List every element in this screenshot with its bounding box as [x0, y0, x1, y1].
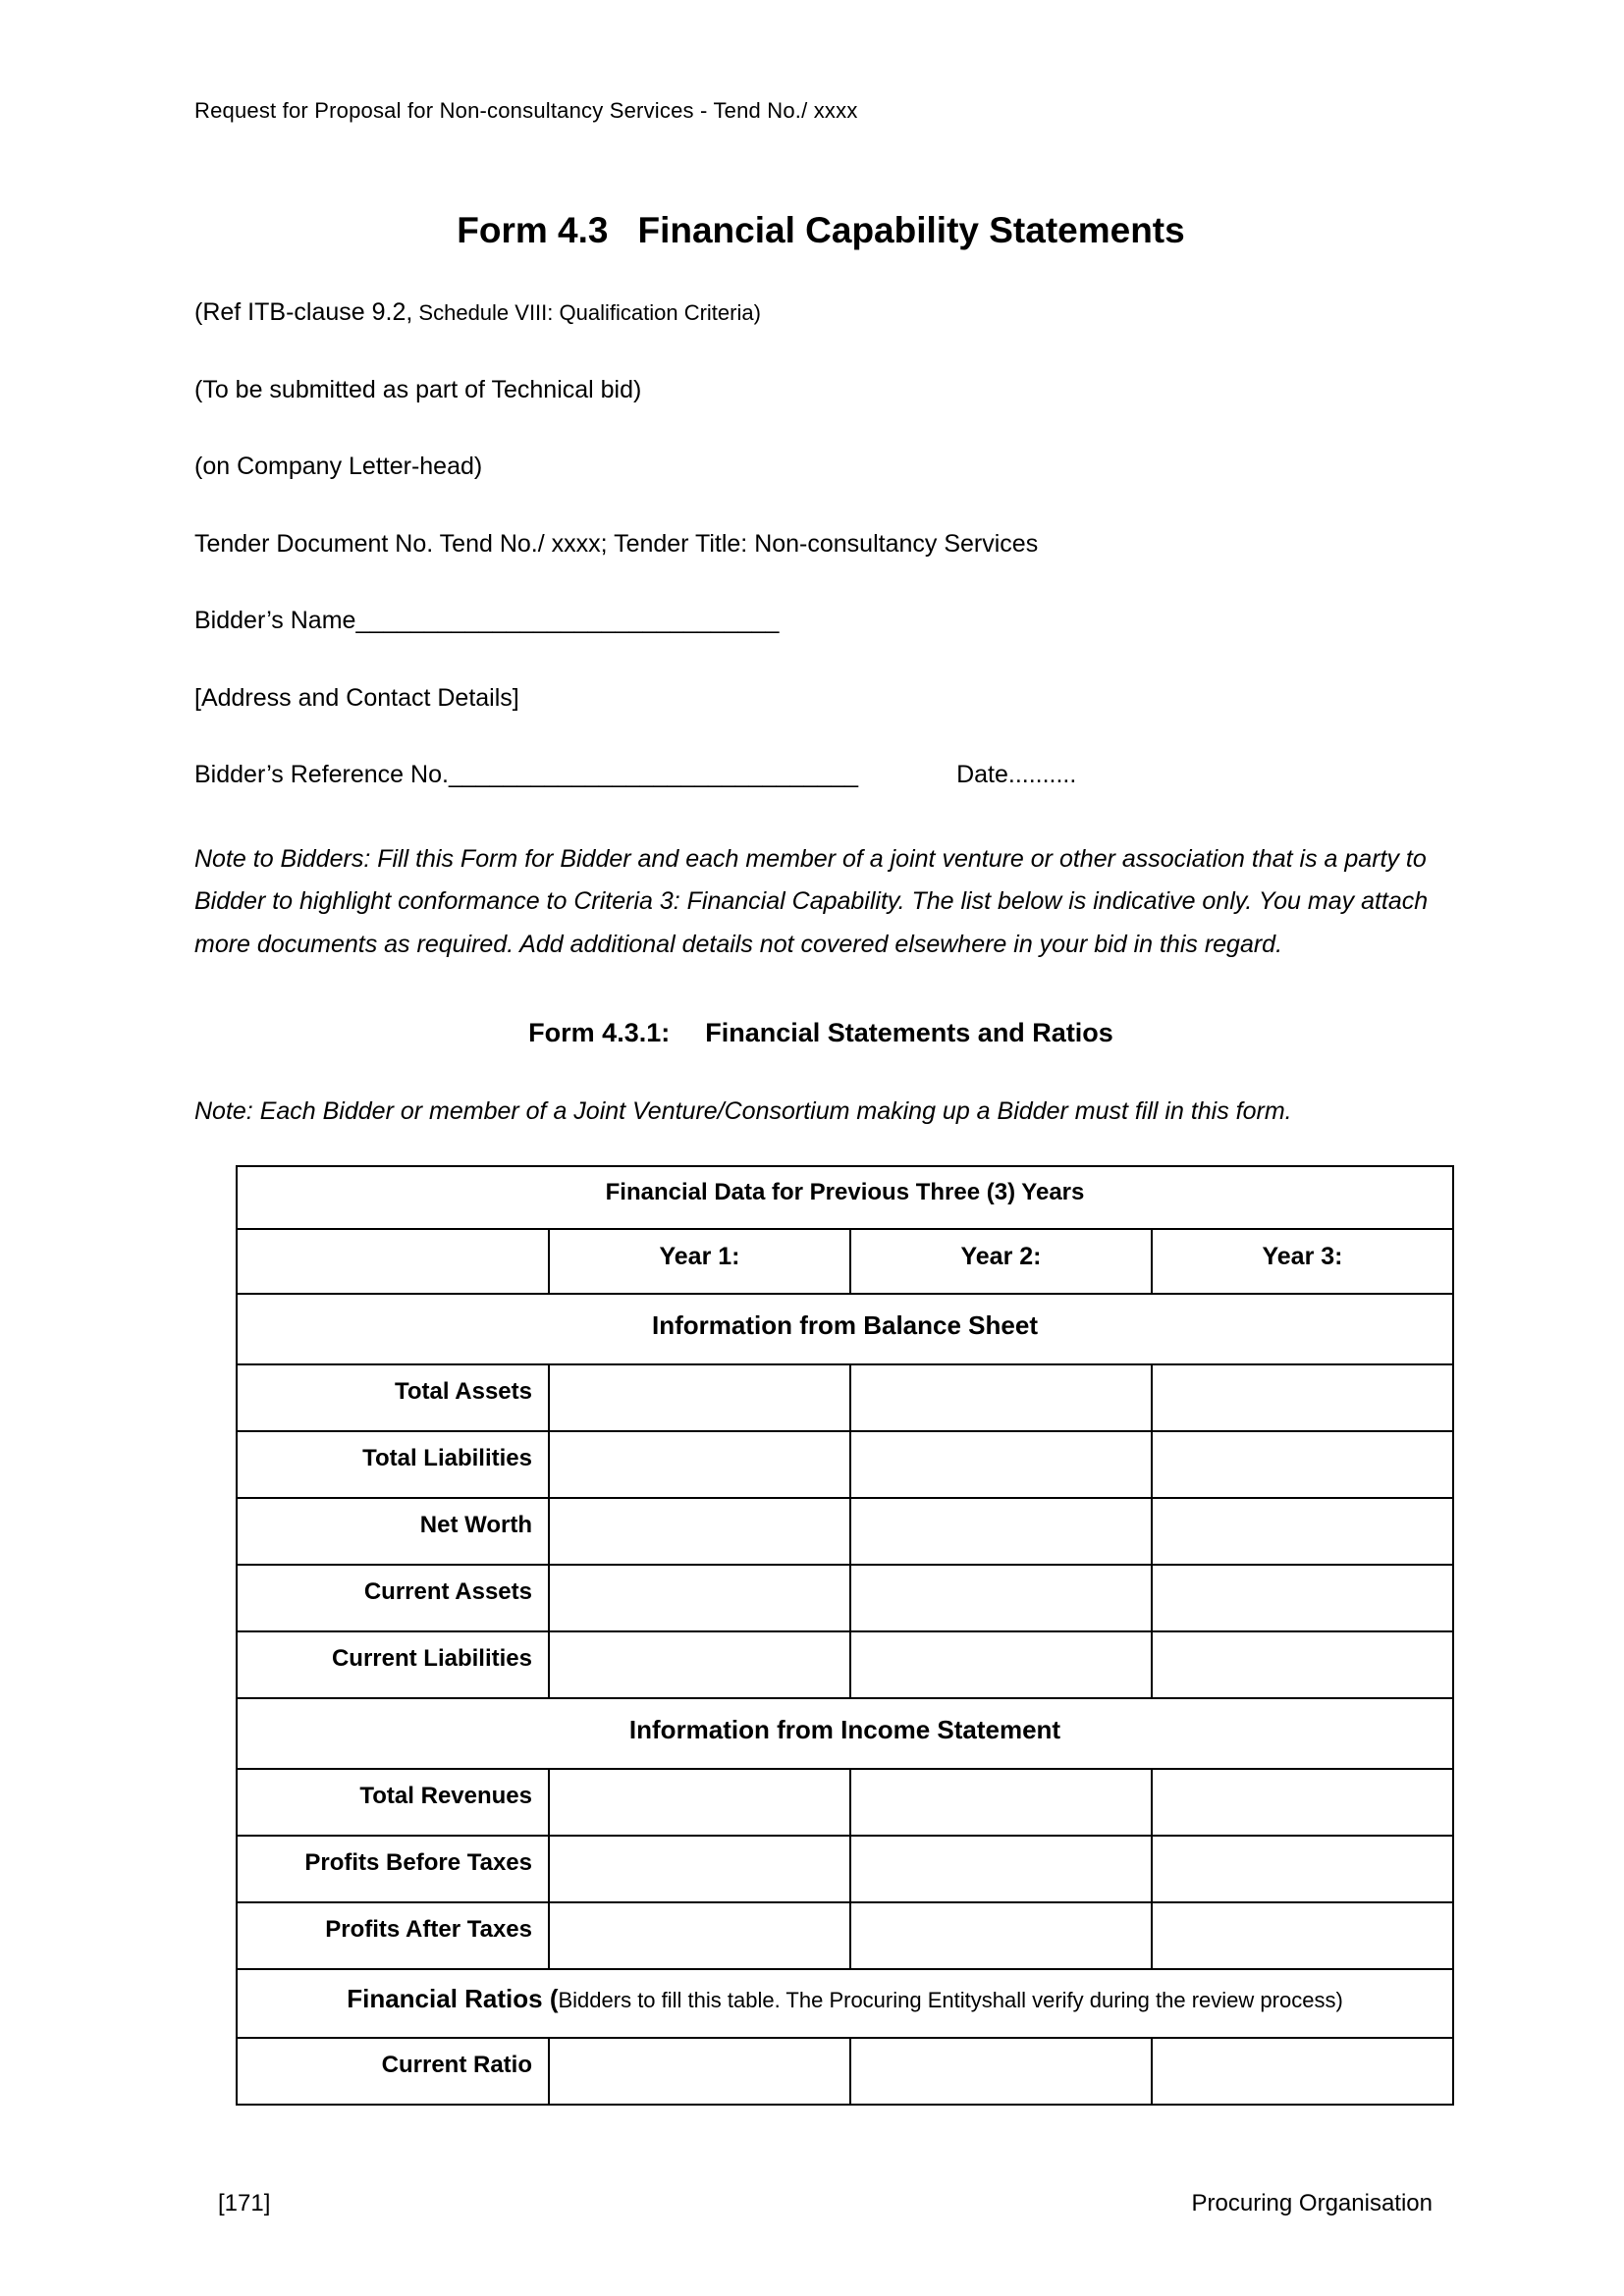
input-cell-total-liabilities-y1[interactable] — [549, 1431, 850, 1498]
year-header-row — [237, 1229, 1453, 1294]
input-cell-total-revenues-y3[interactable] — [1152, 1769, 1453, 1836]
subform-title — [194, 1018, 1447, 1048]
financial-ratios-heading-bold: Financial Ratios ( — [347, 1983, 559, 2013]
input-cell-net-worth-y2[interactable] — [850, 1498, 1152, 1565]
row-label-total-assets: Total Assets — [237, 1364, 549, 1431]
financial-ratios-heading-rest: Bidders to fill this table. The Procuring Entityshall verify during the review process) — [558, 1987, 1343, 2012]
income-statement-section-row — [237, 1698, 1453, 1769]
address-line: [Address and Contact Details] — [194, 683, 519, 712]
table-row — [237, 1498, 1453, 1565]
row-label-current-assets: Current Assets — [237, 1565, 549, 1631]
page-footer — [218, 2190, 1433, 2217]
input-cell-current-ratio-y2[interactable] — [850, 2038, 1152, 2105]
reference-label: Bidder’s Reference No. — [194, 761, 449, 788]
reference-line — [194, 759, 1447, 791]
bidder-name-line — [194, 605, 1447, 637]
input-cell-net-worth-y3[interactable] — [1152, 1498, 1453, 1565]
input-cell-current-assets-y1[interactable] — [549, 1565, 850, 1631]
input-cell-profits-before-taxes-y2[interactable] — [850, 1836, 1152, 1902]
table-row — [237, 1431, 1453, 1498]
input-cell-total-assets-y2[interactable] — [850, 1364, 1152, 1431]
table-title-row — [237, 1166, 1453, 1229]
balance-sheet-heading: Information from Balance Sheet — [237, 1294, 1453, 1364]
corner-empty-cell — [237, 1229, 549, 1294]
row-label-net-worth: Net Worth — [237, 1498, 549, 1565]
row-label-current-ratio: Current Ratio — [237, 2038, 549, 2105]
reference-blank[interactable]: ______________________________ — [448, 761, 859, 788]
table-row — [237, 1902, 1453, 1969]
input-cell-current-liabilities-y2[interactable] — [850, 1631, 1152, 1698]
row-label-total-liabilities: Total Liabilities — [237, 1431, 549, 1498]
table-row — [237, 1364, 1453, 1431]
input-cell-total-liabilities-y2[interactable] — [850, 1431, 1152, 1498]
financial-data-table — [236, 1165, 1454, 2106]
input-cell-current-ratio-y3[interactable] — [1152, 2038, 1453, 2105]
input-cell-current-assets-y3[interactable] — [1152, 1565, 1453, 1631]
table-row — [237, 1769, 1453, 1836]
row-label-total-revenues: Total Revenues — [237, 1769, 549, 1836]
row-label-current-liabilities: Current Liabilities — [237, 1631, 549, 1698]
table-row — [237, 2038, 1453, 2105]
financial-ratios-heading — [237, 1969, 1453, 2038]
bidder-name-blank[interactable]: _______________________________ — [355, 607, 780, 634]
row-label-profits-before-taxes: Profits Before Taxes — [237, 1836, 549, 1902]
input-cell-profits-after-taxes-y1[interactable] — [549, 1902, 850, 1969]
table-title: Financial Data for Previous Three (3) Years — [237, 1166, 1453, 1229]
form-title-number: Form 4.3 — [457, 210, 609, 250]
year-3-header: Year 3: — [1152, 1229, 1453, 1294]
input-cell-current-assets-y2[interactable] — [850, 1565, 1152, 1631]
row-label-profits-after-taxes: Profits After Taxes — [237, 1902, 549, 1969]
input-cell-profits-after-taxes-y2[interactable] — [850, 1902, 1152, 1969]
ref-line-main: (Ref ITB-clause 9.2, — [194, 298, 413, 326]
subform-number: Form 4.3.1: — [528, 1017, 671, 1047]
input-cell-total-assets-y3[interactable] — [1152, 1364, 1453, 1431]
table-row — [237, 1836, 1453, 1902]
balance-sheet-section-row — [237, 1294, 1453, 1364]
page-number: [171] — [218, 2190, 271, 2216]
running-header: Request for Proposal for Non-consultancy Services - Tend No./ xxxx — [194, 98, 858, 123]
date-label: Date.......... — [956, 761, 1077, 788]
input-cell-profits-after-taxes-y3[interactable] — [1152, 1902, 1453, 1969]
year-2-header: Year 2: — [850, 1229, 1152, 1294]
input-cell-current-ratio-y1[interactable] — [549, 2038, 850, 2105]
input-cell-total-liabilities-y3[interactable] — [1152, 1431, 1453, 1498]
income-statement-heading: Information from Income Statement — [237, 1698, 1453, 1769]
subform-note: Note: Each Bidder or member of a Joint Venture/Consortium making up a Bidder must fill in this form. — [194, 1096, 1292, 1125]
input-cell-net-worth-y1[interactable] — [549, 1498, 850, 1565]
ref-line-small: Schedule VIII: Qualification Criteria) — [412, 300, 761, 325]
input-cell-current-liabilities-y1[interactable] — [549, 1631, 850, 1698]
financial-ratios-section-row — [237, 1969, 1453, 2038]
form-title-text: Financial Capability Statements — [637, 210, 1185, 250]
note-to-bidders: Note to Bidders: Fill this Form for Bidder and each member of a joint venture or other association that is a party to Bidder to highlight conformance to Criteria 3: Financial Capability. The list below is indicative only. You may attach more documents as required. Add additional details not covered elsewhere in your bid in this regard. — [194, 844, 1429, 958]
input-cell-profits-before-taxes-y3[interactable] — [1152, 1836, 1453, 1902]
bidder-name-label: Bidder’s Name — [194, 607, 356, 634]
table-row — [237, 1565, 1453, 1631]
ref-line — [194, 296, 1447, 329]
subform-title-text: Financial Statements and Ratios — [705, 1017, 1113, 1047]
letterhead-note: (on Company Letter-head) — [194, 453, 483, 480]
year-1-header: Year 1: — [549, 1229, 850, 1294]
footer-organisation: Procuring Organisation — [1191, 2190, 1433, 2216]
submission-note: (To be submitted as part of Technical bid) — [194, 375, 642, 403]
input-cell-profits-before-taxes-y1[interactable] — [549, 1836, 850, 1902]
input-cell-total-assets-y1[interactable] — [549, 1364, 850, 1431]
input-cell-total-revenues-y2[interactable] — [850, 1769, 1152, 1836]
form-title — [194, 210, 1447, 251]
input-cell-current-liabilities-y3[interactable] — [1152, 1631, 1453, 1698]
table-row — [237, 1631, 1453, 1698]
input-cell-total-revenues-y1[interactable] — [549, 1769, 850, 1836]
tender-line: Tender Document No. Tend No./ xxxx; Tender Title: Non-consultancy Services — [194, 529, 1039, 558]
